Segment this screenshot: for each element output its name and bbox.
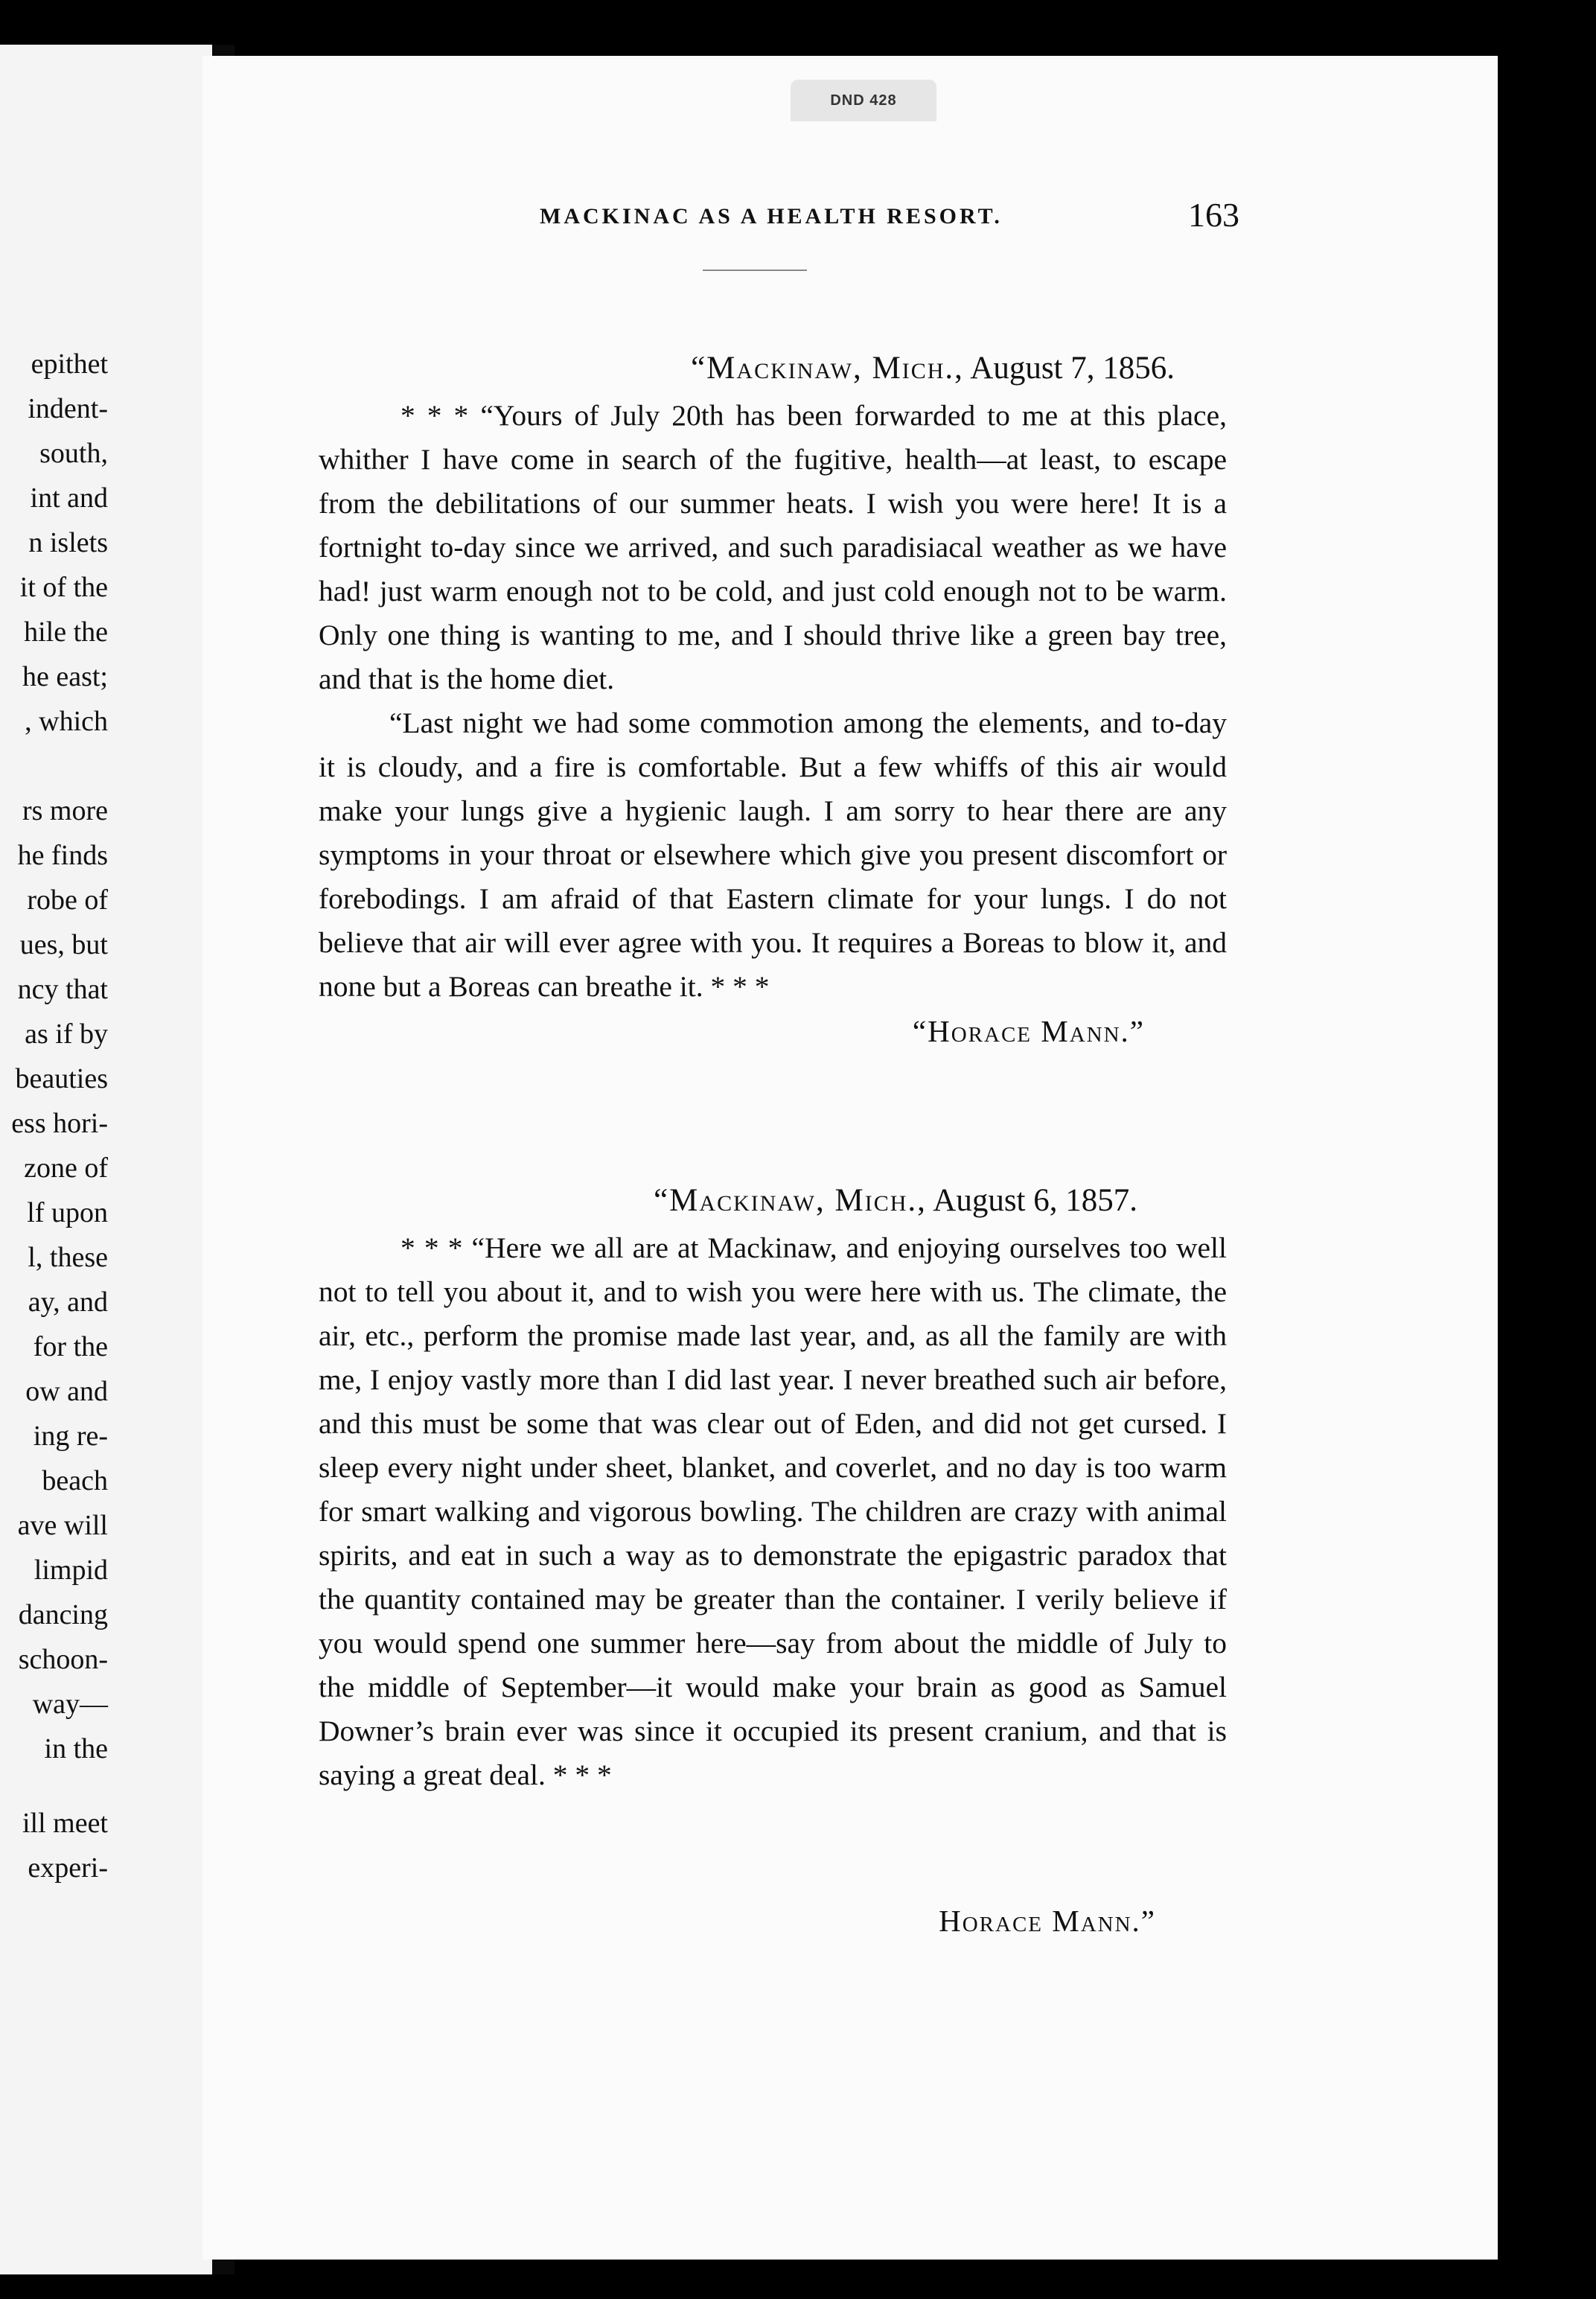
left-page-text-fragment: beach [42,1465,108,1496]
left-page-text-fragment: , which [25,706,108,737]
left-page-text-fragment: ave will [17,1510,108,1541]
letter-1856 [319,350,1227,1049]
left-page-text-fragment: experi- [28,1852,108,1884]
dateline-date: August 7, 1856. [970,351,1175,386]
page-header [339,195,1239,247]
left-page-text-fragment: ay, and [28,1286,108,1318]
left-page-text-fragment: in the [44,1733,108,1764]
left-page-text-fragment: he finds [17,840,108,871]
left-page-text-fragment: way— [32,1689,108,1720]
left-page-text-fragment: int and [30,482,108,514]
letter-1856-paragraph-1: * * * “Yours of July 20th has been forwarded to me at this place, whither I have come in search of the fugitive, health—at least, to escape from the debilitations of our summer heats. I wish you were here! It is a fortnight to-day since we arrived, and such paradisiacal weather as we have had! just warm enough not to be cold, and just cold enough not to be warm. Only one thing is wanting to me, and I should thrive like a green bay tree, and that is the home diet. [319,399,1227,695]
left-page-text-fragment: ncy that [17,974,108,1005]
left-page-text-fragment: ess hori- [11,1108,108,1139]
dateline-place: “Mackinaw, Mich., [691,351,964,386]
left-page-text-fragment: it of the [19,572,108,603]
letter-1857-paragraph: * * * “Here we all are at Mackinaw, and enjoying ourselves too well not to tell you about it, and to wish you were here with us. The climate, the air, etc., perform the promise made last year, and, as all the family are with me, I enjoy vastly more than I did last year. I never breathed such air before, and this must be some that was clear out of Eden, and did not get cursed. I sleep every night under sheet, blanket, and coverlet, and no day is too warm for smart walking and vigorous bowling. The children are crazy with animal spirits, and eat in such a way as to demonstrate the epigastric paradox that the quantity contained may be greater than the container. I verily believe if you would spend one summer here—say from about the middle of July to the middle of September—it would make your brain as good as Samuel Downer’s brain ever was since it occupied its present cranium, and that is saying a great deal. * * * [319,1231,1227,1791]
left-page-text-fragment: zone of [24,1152,108,1184]
left-page-text-fragment: he east; [22,661,108,692]
letter-1856-signature: “Horace Mann.” [912,1014,1145,1048]
left-page-text-fragment: ow and [25,1376,108,1407]
letter-1857-signature: Horace Mann.” [939,1904,1156,1938]
header-rule [703,270,807,271]
left-page-text-fragment: ing re- [33,1420,108,1452]
left-page-text-fragment: for the [33,1331,108,1362]
left-page-text-fragment: south, [39,438,108,469]
left-page-text-fragment: lf upon [27,1197,108,1228]
left-page-text-fragment: rs more [22,795,108,826]
archive-tab: DND 428 [791,80,936,121]
left-page-text-fragment: ill meet [22,1808,108,1839]
left-page-text-fragment: schoon- [18,1644,108,1675]
left-page-text-fragment: epithet [31,348,108,380]
left-page-text-fragment: n islets [28,527,108,558]
left-page-text-fragment: beauties [15,1063,108,1094]
left-page-text-fragment: dancing [18,1599,108,1630]
left-page-text-fragment: ues, but [19,929,108,960]
left-page-text-fragment: as if by [25,1018,108,1050]
left-page [0,45,212,2274]
dateline-date: August 6, 1857. [933,1183,1137,1218]
left-page-text-fragment: hile the [24,616,108,648]
left-page-text-fragment: limpid [33,1555,108,1586]
left-page-text-fragment: robe of [27,884,108,916]
letter-1856-paragraph-2: “Last night we had some commotion among the elements, and to-day it is cloudy, and a fire is comfortable. But a few whiffs of this air would make your lungs give a hygienic laugh. I am sorry to hear there are any symptoms in your throat or elsewhere which give you present discomfort or forebodings. I am afraid of that Eastern climate for your lungs. I do not believe that air will ever agree with you. It requires a Boreas to blow it, and none but a Boreas can breathe it. * * * [319,707,1227,1003]
dateline-place: “Mackinaw, Mich., [654,1183,927,1218]
letter-1857 [319,1182,1227,1938]
left-page-text-fragment: l, these [28,1242,108,1273]
letter-1856-dateline [319,350,1227,386]
running-title: MACKINAC AS A HEALTH RESORT. [540,204,1003,229]
page-number: 163 [1188,196,1239,234]
left-page-text-fragment: indent- [28,393,108,424]
letter-1857-dateline [319,1182,1227,1219]
